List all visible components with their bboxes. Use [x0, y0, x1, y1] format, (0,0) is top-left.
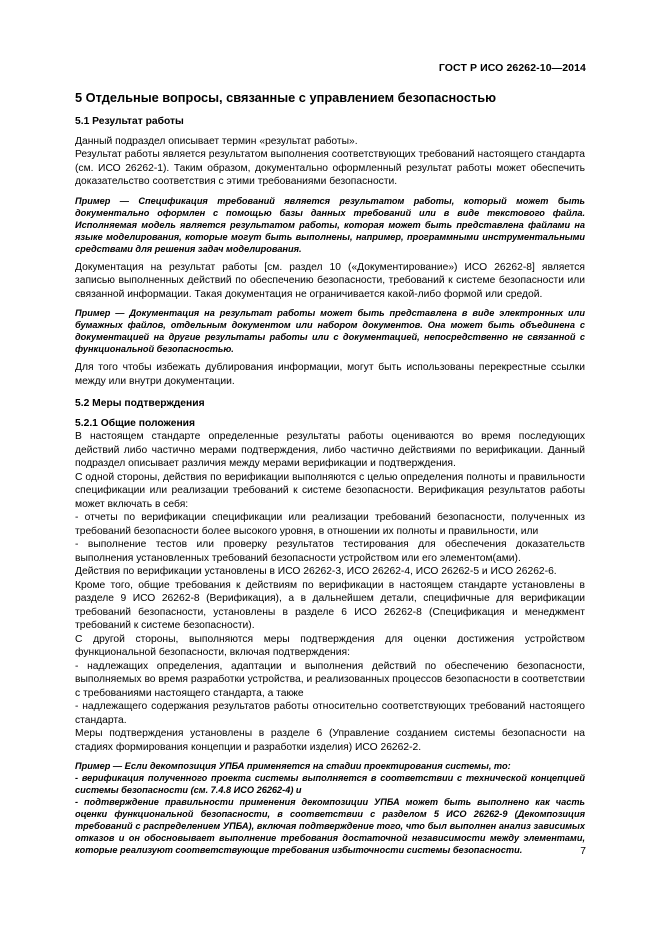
paragraph: С одной стороны, действия по верификации выполняются с целью определения полноты и правильности спецификации или реализации требований к системе безопасности. Верификация результатов работы может включать в себя:: [75, 471, 585, 510]
paragraph: В настоящем стандарте определенные результаты работы оцениваются во время последующих действий либо частично мерами подтверждения, либо частично действиями по верификации. Данный подраздел описывает различия между мерами верификации и подтверждения.: [75, 431, 585, 469]
paragraph: Данный подраздел описывает термин «результат работы».: [75, 135, 358, 147]
page-body: [75, 90, 585, 856]
paragraph: Документация на результат работы [см. раздел 10 («Документирование») ИСО 26262-8] является записью выполненных действий по обеспечению безопасности, требований к системе безопасности или связанной информации. Такая документация не ограничивается какой-либо формой или средой.: [75, 261, 585, 300]
example-note: - верификация полученного проекта системы выполняется в соответствии с технической концепцией системы безопасности (см. 7.4.8 ИСО 26262-4) и: [75, 773, 585, 795]
paragraph: Для того чтобы избежать дублирования информации, могут быть использованы перекрестные ссылки между или внутри документации.: [75, 362, 585, 387]
paragraph: Действия по верификации установлены в ИСО 26262-3, ИСО 26262-4, ИСО 26262-5 и ИСО 26262-6.: [75, 566, 557, 577]
subsection-5-2-1-title: 5.2.1 Общие положения: [75, 417, 195, 429]
example-note: - подтверждение правильности применения декомпозиции УПБА может быть выполнено как часть оценки функциональной безопасности, в соответствии с разделом 5 ИСО 26262-9 (Декомпозиция требований с распределением УПБА), включая подтверждение того, что был выполнен анализ зависимых отказов и он обосновывает выполнение требования достаточной независимости между элементами, которые реализуют соответствующие требования избыточности системы безопасности.: [75, 797, 585, 855]
list-item: - надлежащего содержания результатов работы относительно соответствующих требований настоящего стандарта.: [75, 701, 585, 726]
subsection-5-1-title: 5.1 Результат работы: [75, 116, 184, 127]
subsection-5-2-title: 5.2 Меры подтверждения: [75, 398, 205, 409]
paragraph: Результат работы является результатом выполнения соответствующих требований настоящего стандарта (см. ИСО 26262-1). Таким образом, документально оформленный результат работы может обеспечить доказательство соответствия с этими требованиями безопасности.: [75, 149, 585, 187]
list-item: - отчеты по верификации спецификации или реализации требований безопасности, полученных из требований безопасности более высокого уровня, в отношении их полноты и правильности, или: [75, 512, 585, 537]
example-note: Пример — Документация на результат работы может быть представлена в виде электронных или бумажных файлов, отдельным документом или набором документов. Она может быть объединена с документацией на другие результаты работы или с документацией, непосредственно не связанной с функциональной безопасностью.: [75, 308, 585, 354]
list-item: - выполнение тестов или проверку результатов тестирования для обеспечения доказательств выполнения установленных требований безопасности устройством или его элементом(ами).: [75, 539, 585, 564]
page-number: 7: [580, 846, 586, 857]
paragraph: С другой стороны, выполняются меры подтверждения для оценки достижения устройством функциональной безопасности, включая подтверждения:: [75, 633, 585, 658]
list-item: - надлежащих определения, адаптации и выполнения действий по обеспечению безопасности, выполняемых во время разработки устройства, и реализованных процессов безопасности в соответствии с требованиями настоящего стандарта, а также: [75, 660, 585, 699]
document-id-header: ГОСТ Р ИСО 26262-10—2014: [438, 62, 586, 74]
paragraph: Меры подтверждения установлены в разделе 6 (Управление созданием системы безопасности на стадиях формирования концепции и разработки изделия) ИСО 26262-2.: [75, 728, 585, 753]
example-note: Пример — Спецификация требований является результатом работы, который может быть документально оформлен с помощью базы данных требований или в виде текстового файла. Исполняемая модель является результатом работы, которая может быть представлена файлами на языке моделирования, которые могут быть выполнены, например, программными инструментальными средствами для решения задач моделирования.: [75, 195, 585, 254]
example-note: Пример — Если декомпозиция УПБА применяется на стадии проектирования системы, то:: [75, 761, 511, 771]
paragraph: Кроме того, общие требования к действиям по верификации в настоящем стандарте установлены в разделе 9 ИСО 26262-8 (Верификация), а в дальнейшем детали, специфичные для верификации требований безопасности, установлены в разделе 6 ИСО 26262-8 (Спецификация и менеджмент требований к системе безопасности).: [75, 579, 585, 631]
section-title: 5 Отдельные вопросы, связанные с управлением безопасностью: [75, 90, 497, 105]
